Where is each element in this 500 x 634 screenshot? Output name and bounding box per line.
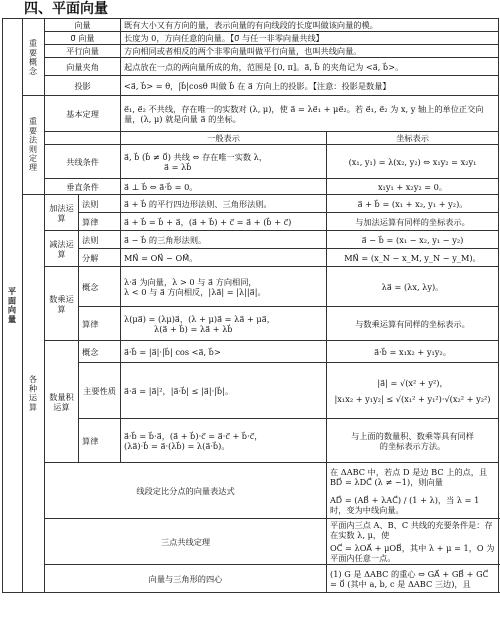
subtraction-decomp-label: 分解 [79, 249, 121, 267]
addition-rule-label: 法则 [79, 195, 121, 213]
table-row [3, 58, 499, 76]
table-row [3, 145, 499, 179]
concept-label: 0⃗ 向量 [45, 32, 121, 45]
table-row [3, 341, 499, 363]
subtraction-rule-coordinate: a⃗ − b⃗ = (x₁ − x₂, y₁ − y₂) [327, 231, 499, 249]
concept-text: 方向相同或者相反的两个非零向量叫做平行向量，也叫共线向量。 [121, 45, 499, 58]
table-row [3, 132, 499, 145]
dot-concept: a⃗·b⃗ = |a⃗|·|b⃗| cos <a⃗, b⃗> [121, 341, 327, 363]
collinear-general: a⃗, b⃗ (b⃗ ≠ 0⃗) 共线 ⇔ 存在唯一实数 λ， a⃗ = λb⃗ [121, 145, 327, 179]
section-concepts: 重要概念 [23, 19, 45, 96]
section-theorems: 重要法则定理 [23, 96, 45, 195]
main-title: 平面向量 [3, 19, 23, 593]
addition-rule: a⃗ + b⃗ 的平行四边形法则、三角形法则。 [121, 195, 327, 213]
scalar-law-coordinate: 与数乘运算有同样的坐标表示。 [327, 307, 499, 341]
dot-concept-label: 概念 [79, 341, 121, 363]
triangle-centers-text: (1) G 是 ΔABC 的重心 ⇔ GA⃗ + GB⃗ + GC⃗ = 0⃗ (其中 a, b, c 是 ΔABC 三边)，且 [327, 565, 499, 593]
theorem-label: 基本定理 [45, 96, 121, 132]
scalar-law-label: 算律 [79, 307, 121, 341]
dot-props-label: 主要性质 [79, 363, 121, 419]
perpendicular-general: a⃗ ⊥ b⃗ ⇔ a⃗·b⃗ = 0。 [121, 179, 327, 195]
subtraction-decomp-coordinate: MN⃗ = (x_N − x_M, y_N − y_M)。 [327, 249, 499, 267]
table-row [3, 96, 499, 132]
table-row [3, 76, 499, 96]
table-row [3, 45, 499, 58]
section-heading: 四、平面向量 [24, 1, 108, 17]
concept-text: 起点放在一点的两向量所成的角，范围是 [0, π]。a⃗, b⃗ 的夹角记为 <a⃗, b⃗>。 [121, 58, 499, 76]
scalar-concept-coordinate: λa⃗ = (λx, λy)。 [327, 267, 499, 307]
table-row [3, 231, 499, 249]
dot-props-coordinate: |a⃗| = √(x² + y²)， |x₁x₂ + y₁y₂| ≤ √(x₁² + y₁²)·√(x₂² + y₂²) [327, 363, 499, 419]
dot-law: a⃗·b⃗ = b⃗·a⃗，(a⃗ + b⃗)·c⃗ = a⃗·c⃗ + b⃗·c⃗， (λa⃗)·b⃗ = a⃗·(λb⃗) = λ(a⃗·b⃗)。 [121, 419, 327, 463]
collinear-coordinate: (x₁, y₁) = λ(x₂, y₂) ⇔ x₁y₂ = x₂y₁ [327, 145, 499, 179]
perpendicular-coordinate: x₁y₁ + x₂y₂ = 0。 [327, 179, 499, 195]
scalar-concept: λ·a⃗ 为向量，λ > 0 与 a⃗ 方向相同， λ < 0 与 a⃗ 方向相反，|λa⃗| = |λ||a⃗|。 [121, 267, 327, 307]
three-points-text: 平面内三点 A、B、C 共线的充要条件是：存在实数 λ, μ，使 OC⃗ = λOA⃗ + μOB⃗，其中 λ + μ = 1，O 为平面内任意一点。 [327, 519, 499, 565]
subtraction-group: 减法运算 [45, 231, 79, 267]
division-point-label: 线段定比分点的向量表达式 [45, 463, 327, 519]
scalar-concept-label: 概念 [79, 267, 121, 307]
concept-text: 长度为 0，方向任意的向量。【0⃗ 与任一非零向量共线】 [121, 32, 499, 45]
subtraction-rule: a⃗ − b⃗ 的三角形法则。 [121, 231, 327, 249]
addition-law-label: 算律 [79, 213, 121, 231]
column-header-coordinate: 坐标表示 [327, 132, 499, 145]
addition-rule-coordinate: a⃗ + b⃗ = (x₁ + x₂, y₁ + y₂)。 [327, 195, 499, 213]
table-row [3, 463, 499, 519]
concept-text: <a⃗, b⃗> = θ，|b⃗|cosθ 叫做 b⃗ 在 a⃗ 方向上的投影。【注意：投影是数量】 [121, 76, 499, 96]
scalar-group: 数乘运算 [45, 267, 79, 341]
table-row [3, 19, 499, 32]
column-header-general: 一般表示 [121, 132, 327, 145]
dot-props: a⃗·a⃗ = |a⃗|²，|a⃗·b⃗| ≤ |a⃗|·|b⃗|。 [121, 363, 327, 419]
subtraction-decomp: MN⃗ = ON⃗ − OM⃗。 [121, 249, 327, 267]
concept-label: 投影 [45, 76, 121, 96]
table-row [3, 32, 499, 45]
concept-label: 向量 [45, 19, 121, 32]
table-row [3, 519, 499, 565]
dot-law-coordinate: 与上面的数量积、数乘等具有同样 的坐标表示方法。 [327, 419, 499, 463]
triangle-centers-label: 向量与三角形的四心 [45, 565, 327, 593]
dot-group: 数量积运算 [45, 341, 79, 463]
addition-law: a⃗ + b⃗ = b⃗ + a⃗，(a⃗ + b⃗) + c⃗ = a⃗ + (b⃗ + c⃗) [121, 213, 327, 231]
concept-label: 向量夹角 [45, 58, 121, 76]
scalar-law: λ(μa⃗) = (λμ)a⃗，(λ + μ)a⃗ = λa⃗ + μa⃗， λ(a⃗ + b⃗) = λa⃗ + λb⃗ [121, 307, 327, 341]
dot-concept-coordinate: a⃗·b⃗ = x₁x₂ + y₁y₂。 [327, 341, 499, 363]
section-operations: 各种运算 [23, 195, 45, 593]
dot-law-label: 算律 [79, 419, 121, 463]
concept-text: 既有大小又有方向的量，表示向量的有向线段的长度叫做该向量的模。 [121, 19, 499, 32]
three-points-label: 三点共线定理 [45, 519, 327, 565]
table-row [3, 565, 499, 593]
addition-group: 加法运算 [45, 195, 79, 231]
table-row [3, 179, 499, 195]
collinear-label: 共线条件 [45, 145, 121, 179]
addition-law-coordinate: 与加法运算有同样的坐标表示。 [327, 213, 499, 231]
theorem-text: e⃗₁, e⃗₂ 不共线，存在唯一的实数对 (λ, μ)，使 a⃗ = λe⃗₁ + μe⃗₂。若 e⃗₁, e⃗₂ 为 x, y 轴上的单位正交向量，(λ, μ) 就是向量 a⃗ 的坐标。 [121, 96, 499, 132]
table-row [3, 267, 499, 307]
concept-label: 平行向量 [45, 45, 121, 58]
perpendicular-label: 垂直条件 [45, 179, 121, 195]
subtraction-rule-label: 法则 [79, 231, 121, 249]
division-point-text: 在 ΔABC 中，若点 D 是边 BC 上的点，且 BD⃗ = λDC⃗ (λ ≠ −1)，则向量 AD⃗ = (AB⃗ + λAC⃗) / (1 + λ)，当 λ = 1 时，变为中线向量。 [327, 463, 499, 519]
table-row [3, 195, 499, 213]
vector-summary-table [2, 18, 499, 593]
